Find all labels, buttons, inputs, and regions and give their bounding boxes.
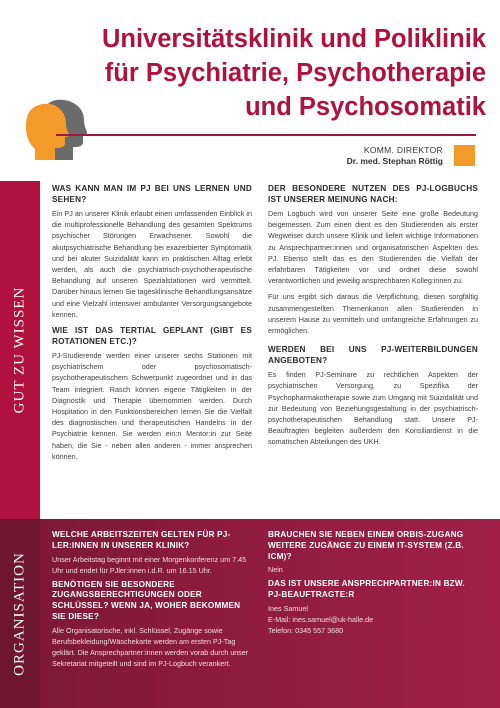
question-heading: DAS IST UNSERE ANSPRECHPARTNER:IN BZW. PJ-BEAUFTRAGTE:R bbox=[268, 579, 465, 600]
side-label-organisation: ORGANISATION bbox=[11, 551, 28, 676]
question-heading: WERDEN BEI UNS PJ-WEITERBILDUNGEN ANGEBOTEN? bbox=[268, 345, 478, 366]
question-heading: BRAUCHEN SIE NEBEN EINEM ORBIS-ZUGANG WEITERE ZUGÄNGE ZU EINEM IT-SYSTEM (Z.B. ICM)? bbox=[268, 530, 464, 561]
title-line-2: für Psychiatrie, Psychotherapie bbox=[104, 59, 486, 87]
director-name: Dr. med. Stephan Röttig bbox=[346, 156, 443, 166]
answer-text: Nein bbox=[268, 565, 283, 575]
answer-text: Ein PJ an unserer Klinik erlaubt einen umfassenden Einblick in die multiprofessionelle Behandlung des gesamten Spektrums psychischer Störungen Erwachsener. Sowohl die akutpsychiatrische Behandlung bei exazerbierter Symptomatik und bei akuter Suizidalität kann im praktischen Alltag erlebt werden, als auch die psychiatrisch-psychotherapeutische Behandlung auf unseren Spezialstationen wird vermittelt. Darüber hinaus lernen Sie tagesklinische Behandlungsansätze und eine Vielzahl intensiver ambulanter Versorgungsangebote kennen. bbox=[52, 209, 252, 319]
side-tab-good-to-know bbox=[0, 181, 40, 519]
answer-text: Für uns ergibt sich daraus die Verpflichtung, diesen sorgfältig zusammengestellten Themenkanon allen Studierenden in unserem Hause zu vermitteln und umfangreiche Erfahrungen zu ermöglichen. bbox=[268, 292, 478, 336]
contact-name: Ines Samuel bbox=[268, 603, 308, 613]
answer-text: PJ-Studierende werden einer unserer sechs Stationen mit psychiatrischem oder psychosomatisch-psychotherapeutischem Schwerpunkt zugeordnet und in das Team integriert. Rasch können eigene Tätigkeiten in der Diagnostik und Therapie übernommen werden. Durch Hospitation in den Funktionsbereichen lernen Sie die Vielfalt des diagnostischen und therapeutischen Handelns in der Psychiatrie kennen. Sie werden ein:n Mentor:in zur Seite haben, die Sie - neben allen anderen - immer ansprechen können. bbox=[52, 351, 252, 461]
director-block bbox=[300, 145, 443, 167]
question-heading: WAS KANN MAN IM PJ BEI UNS LERNEN UND SEHEN? bbox=[52, 184, 252, 204]
answer-text: Unser Arbeitstag beginnt mit einer Morgenkonferenz um 7.45 Uhr und endet für PJler:innen i.d.R. um 16.15 Uhr. bbox=[52, 554, 247, 575]
answer-text: Es finden PJ-Seminare zu rechtlichen Aspekten der psychiatrischen Versorgung, zu Spezifika der Psychopharmakotherapie sowie zum Umgang mit Suizidalität und zur Bedeutung von Beziehungsgestaltung in der psychiatrisch-psychotherapeutischen Behandlung statt. Unsere PJ-Beauftragten begleiten außerdem den Konsiliardienst in die somatischen Abteilungen des UKH. bbox=[268, 370, 478, 447]
page-title bbox=[56, 22, 486, 124]
question-heading: BENÖTIGEN SIE BESONDERE ZUGANGSBERECHTIGUNGEN ODER SCHLÜSSEL? WENN JA, WOHER BEKOMMEN SIE DIESE? bbox=[52, 579, 241, 621]
question-heading: WIE IST DAS TERTIAL GEPLANT (GIBT ES ROTATIONEN ETC.)? bbox=[52, 326, 252, 347]
profile-heads-logo bbox=[26, 96, 88, 164]
title-line-1: Universitätsklinik und Poliklinik bbox=[101, 25, 486, 53]
side-label-good-to-know: GUT ZU WISSEN bbox=[11, 286, 28, 414]
answer-text: Dem Logbuch wird von unserer Seite eine große Bedeutung beigemessen. Zum einen dient es den Studierenden als erster Wegweiser durch unsere Klinik und liefert wichtige Informationen zu Ansprechpartner:innen und organisatorischen Aspekten des PJ. Ebenso stellt das es den Studierenden die Vielfalt der erfahrbaren Tätigkeiten vor und ordnet diese sowohl verantwortlichen und jeweilig ansprechbaren Kolleg:innen zu. bbox=[268, 209, 478, 286]
right-column bbox=[268, 183, 478, 453]
heads-icon bbox=[26, 96, 88, 164]
question-heading: WELCHE ARBEITSZEITEN GELTEN FÜR PJ-LER:INNEN IN UNSERER KLINIK? bbox=[52, 530, 231, 550]
contact-email: E-Mail: ines.samuel@uk-halle.de bbox=[268, 614, 374, 624]
side-tab-organisation bbox=[0, 519, 40, 708]
question-heading: DER BESONDERE NUTZEN DES PJ-LOGBUCHS IST UNSERER MEINUNG NACH: bbox=[268, 184, 478, 204]
answer-text: Alle Organisatorische, inkl. Schlüssel, Zugänge sowie Berufsbekleidung/Wäschekarte werden am ersten PJ-Tag geklärt. Die Ansprechpartner:innen werden vorab durch unser Sekretariat mitgeteilt und sind im PJ-Logbuch verankert. bbox=[52, 625, 249, 668]
contact-phone: Telefon: 0345 557 3680 bbox=[268, 625, 344, 635]
band-left-column bbox=[52, 530, 252, 673]
header-rule bbox=[56, 134, 476, 136]
band-right-column bbox=[268, 530, 478, 636]
director-role: KOMM. DIREKTOR bbox=[363, 145, 443, 155]
accent-square bbox=[454, 145, 475, 166]
title-line-3: und Psychosomatik bbox=[245, 93, 486, 121]
left-column bbox=[52, 183, 252, 467]
